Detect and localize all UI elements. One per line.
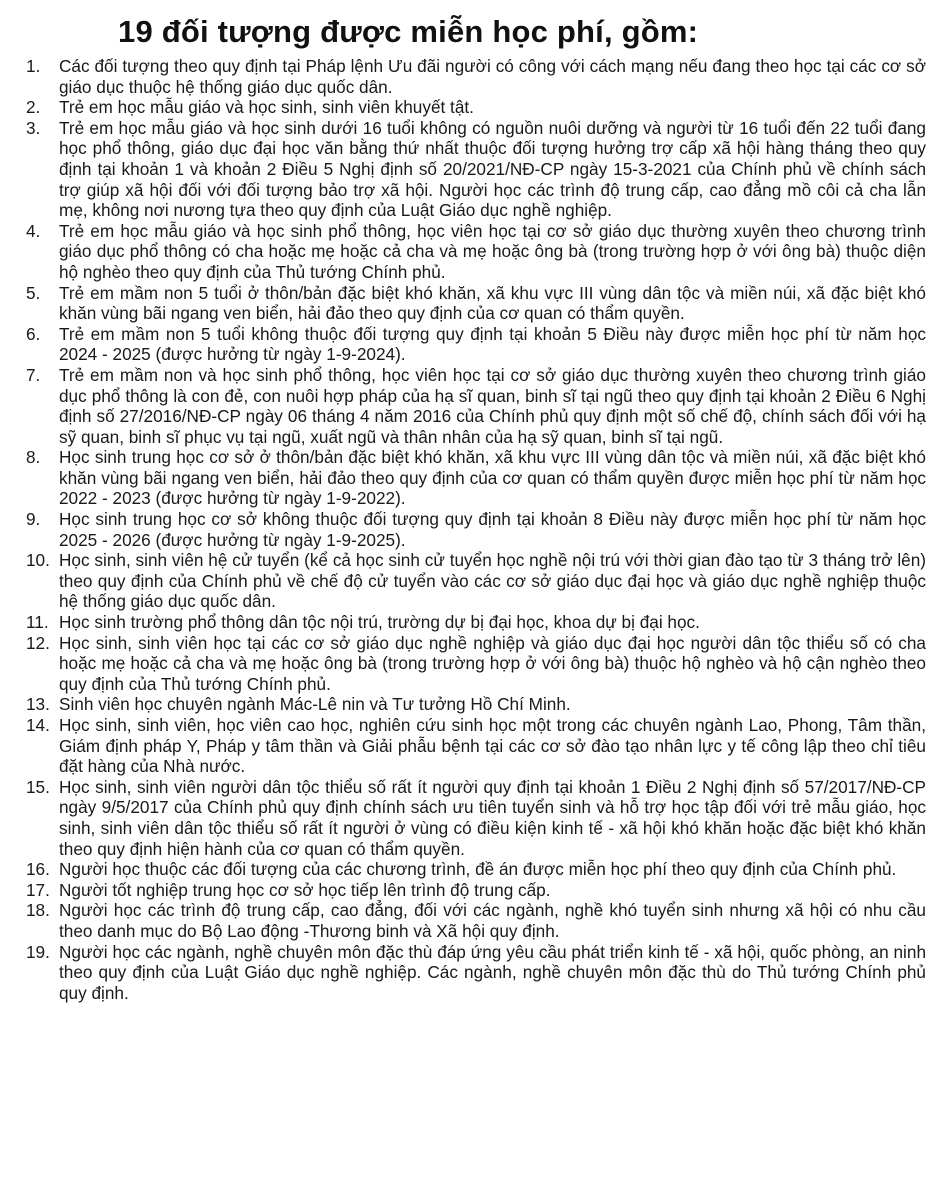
- item-number: 18.: [26, 900, 50, 921]
- item-text: Người học thuộc các đối tượng của các chương trình, đề án được miễn học phí theo quy định của Chính phủ.: [59, 859, 897, 880]
- item-number: 17.: [26, 879, 50, 900]
- item-text: Các đối tượng theo quy định tại Pháp lệnh Ưu đãi người có công với cách mạng nếu đang theo học tại các cơ sở giáo dục thuộc hệ thống giáo dục quốc dân.: [59, 56, 926, 97]
- item-text: Người học các ngành, nghề chuyên môn đặc thù đáp ứng yêu cầu phát triển kinh tế - xã hội, quốc phòng, an ninh theo quy định của Luật Giáo dục nghề nghiệp. Các ngành, nghề chuyên môn đặc thù do Thủ tướng Chính phủ quy định.: [59, 941, 926, 1003]
- item-number: 13.: [26, 694, 50, 715]
- list-item: [26, 777, 926, 859]
- item-number: 4.: [26, 220, 41, 241]
- item-number: 9.: [26, 509, 41, 530]
- item-text: Học sinh trung học cơ sở không thuộc đối tượng quy định tại khoản 8 Điều này được miễn học phí từ năm học 2025 - 2026 (được hưởng từ ngày 1-9-2025).: [59, 509, 926, 550]
- list-item: [26, 97, 926, 118]
- list-item: [26, 880, 926, 901]
- item-text: Học sinh trung học cơ sở ở thôn/bản đặc biệt khó khăn, xã khu vực III vùng dân tộc và miền núi, xã đặc biệt khó khăn vùng bãi ngang ven biển, hải đảo theo quy định của cơ quan có thẩm quyền được miễn học phí từ năm học 2022 - 2023 (được hưởng từ ngày 1-9-2022).: [59, 447, 926, 509]
- list-item: [26, 324, 926, 365]
- list-item: [26, 365, 926, 447]
- list-item: [26, 942, 926, 1004]
- list-item: [26, 509, 926, 550]
- list-item: [26, 715, 926, 777]
- list-item: [26, 694, 926, 715]
- item-text: Học sinh trường phổ thông dân tộc nội trú, trường dự bị đại học, khoa dự bị đại học.: [59, 612, 700, 633]
- item-text: Sinh viên học chuyên ngành Mác-Lê nin và Tư tưởng Hồ Chí Minh.: [59, 694, 571, 715]
- item-text: Trẻ em mầm non và học sinh phổ thông, học viên học tại cơ sở giáo dục thường xuyên theo chương trình giáo dục phổ thông là con đẻ, con nuôi hợp pháp của hạ sĩ quan, binh sĩ tại ngũ theo quy định tại khoản 2 Điều 6 Nghị định số 27/2016/NĐ-CP ngày 06 tháng 4 năm 2016 của Chính phủ quy định một số chế độ, chính sách đối với hạ sỹ quan, binh sĩ phục vụ tại ngũ, xuất ngũ và thân nhân của hạ sỹ quan, binh sĩ tại ngũ.: [59, 364, 926, 447]
- item-text: Trẻ em học mẫu giáo và học sinh phổ thông, học viên học tại cơ sở giáo dục thường xuyên theo chương trình giáo dục phổ thông có cha hoặc mẹ hoặc cả cha và mẹ hoặc ông bà (trong trường hợp ở với ông bà) thuộc diện hộ nghèo theo quy định của Thủ tướng Chính phủ.: [59, 220, 926, 282]
- item-number: 6.: [26, 323, 41, 344]
- exemption-list: [26, 56, 926, 1003]
- item-text: Trẻ em học mẫu giáo và học sinh dưới 16 tuổi không có nguồn nuôi dưỡng và người từ 16 tuổi đến 22 tuổi đang học phổ thông, giáo dục đại học văn bằng thứ nhất thuộc đối tượng hưởng trợ cấp xã hội hàng tháng theo quy định tại khoản 1 và khoản 2 Điều 5 Nghị định số 20/2021/NĐ-CP ngày 15-3-2021 của Chính phủ về chính sách trợ giúp xã hội đối với đối tượng bảo trợ xã hội. Người học các trình độ trung cấp, cao đẳng mồ côi cả cha lẫn mẹ, không nơi nương tựa theo quy định của Luật Giáo dục nghề nghiệp.: [59, 117, 926, 221]
- item-number: 12.: [26, 632, 50, 653]
- item-text: Trẻ em mầm non 5 tuổi ở thôn/bản đặc biệt khó khăn, xã khu vực III vùng dân tộc và miền núi, xã đặc biệt khó khăn vùng bãi ngang ven biển, hải đảo theo quy định của cơ quan có thẩm quyền.: [59, 282, 926, 324]
- item-text: Người học các trình độ trung cấp, cao đẳng, đối với các ngành, nghề khó tuyển sinh nhưng xã hội có nhu cầu theo danh mục do Bộ Lao động -Thương binh và Xã hội quy định.: [59, 900, 926, 941]
- list-item: [26, 221, 926, 283]
- list-item: [26, 859, 926, 880]
- item-text: Học sinh, sinh viên người dân tộc thiểu số rất ít người quy định tại khoản 1 Điều 2 Nghị định số 57/2017/NĐ-CP ngày 9/5/2017 của Chính phủ quy định chính sách ưu tiên tuyển sinh và hỗ trợ học tập đối với trẻ mẫu giáo, học sinh, sinh viên dân tộc thiểu số rất ít người ở vùng có điều kiện kinh tế - xã hội khó khăn hoặc đặc biệt khó khăn theo quy định hiện hành của cơ quan có thẩm quyền.: [59, 776, 926, 859]
- list-item: [26, 612, 926, 633]
- item-number: 16.: [26, 859, 50, 880]
- item-number: 3.: [26, 117, 41, 138]
- item-number: 7.: [26, 364, 41, 385]
- list-item: [26, 550, 926, 612]
- item-number: 14.: [26, 715, 50, 735]
- item-number: 5.: [26, 282, 41, 303]
- item-text: Người tốt nghiệp trung học cơ sở học tiếp lên trình độ trung cấp.: [59, 879, 551, 900]
- item-number: 19.: [26, 941, 50, 962]
- item-text: Học sinh, sinh viên, học viên cao học, nghiên cứu sinh học một trong các chuyên ngành Lao, Phong, Tâm thần, Giám định pháp Y, Pháp y tâm thần và Giải phẫu bệnh tại các cơ sở đào tạo nhân lực y tế công lập theo chỉ tiêu đặt hàng của Nhà nước.: [59, 715, 926, 777]
- list-item: [26, 118, 926, 221]
- item-number: 1.: [26, 56, 41, 76]
- list-item: [26, 56, 926, 97]
- item-number: 15.: [26, 776, 50, 797]
- item-text: Trẻ em học mẫu giáo và học sinh, sinh viên khuyết tật.: [59, 97, 474, 118]
- item-number: 2.: [26, 97, 41, 118]
- list-item: [26, 900, 926, 941]
- list-item: [26, 447, 926, 509]
- item-number: 8.: [26, 447, 41, 468]
- page-title: 19 đối tượng được miễn học phí, gồm:: [118, 14, 699, 49]
- item-text: Học sinh, sinh viên hệ cử tuyển (kể cả học sinh cử tuyển học nghề nội trú với thời gian đào tạo từ 3 tháng trở lên) theo quy định của Chính phủ về chế độ cử tuyển vào các cơ sở giáo dục đại học và giáo dục nghề nghiệp thuộc hệ thống giáo dục quốc dân.: [59, 550, 926, 612]
- item-number: 11.: [26, 612, 49, 633]
- list-item: [26, 283, 926, 324]
- item-text: Học sinh, sinh viên học tại các cơ sở giáo dục nghề nghiệp và giáo dục đại học người dân tộc thiểu số có cha hoặc mẹ hoặc cả cha và mẹ hoặc ông bà (trong trường hợp ở với ông bà) thuộc hộ nghèo và hộ cận nghèo theo quy định của Thủ tướng Chính phủ.: [59, 632, 926, 694]
- item-number: 10.: [26, 550, 50, 571]
- list-item: [26, 633, 926, 695]
- item-text: Trẻ em mầm non 5 tuổi không thuộc đối tượng quy định tại khoản 5 Điều này được miễn học phí từ năm học 2024 - 2025 (được hưởng từ ngày 1-9-2024).: [59, 323, 926, 365]
